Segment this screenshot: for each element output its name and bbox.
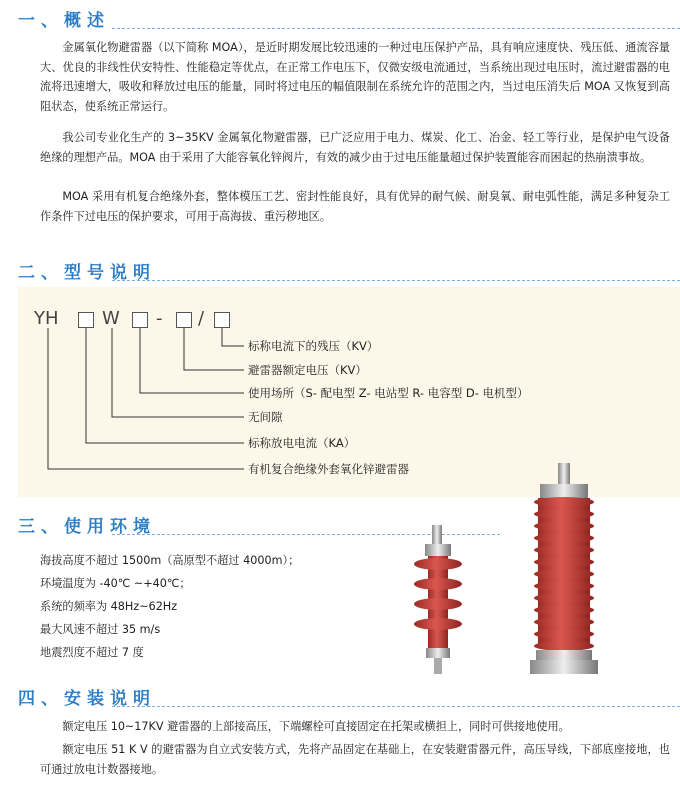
label-no-gap: 无间隙 [248, 410, 283, 424]
env-seismic: 地震烈度不超过 7 度 [40, 646, 144, 659]
model-code-dash: - [156, 308, 163, 329]
overview-paragraph-1: 金属氧化物避雷器（以下简称 MOA），是近时期发展比较迅速的一种过电压保护产品，具有响应速度快、残压低、通流容量大、优良的非线性伏安特性、性能稳定等优点，在正常工作电压下，仅微安级电流通过，当系统出现过电压时，流过避雷器的电流将迅速增大，吸收和释放过电压的能量，同时将过电压的幅值限制在系统允许的范围之内，当过电压消失后 MOA 又恢复到高阻状态，使系统正常运行。 [40, 41, 670, 113]
section-divider [112, 706, 680, 707]
overview-paragraph-2: 我公司专业化生产的 3~35KV 金属氧化物避雷器，已广泛应用于电力、煤炭、化工、冶金、轻工等行业，是保护电气设备绝缘的理想产品。MOA 由于采用了大能容氧化锌阀片，有效的减少由于过电压能量超过保护装置能容而困起的热崩溃事故。 [40, 131, 670, 164]
installation-paragraph-1: 额定电压 10~17KV 避雷器的上部接高压，下端螺栓可直接固定在托架或横担上，同时可供接地使用。 [62, 720, 570, 733]
env-altitude: 海拔高度不超过 1500m（高原型不超过 4000m）； [40, 554, 300, 567]
env-temperature: 环境温度为 -40℃ ~+40℃； [40, 577, 191, 590]
model-code-slash: / [198, 308, 205, 329]
section-title-environment: 三、使用环境 [18, 517, 156, 537]
model-code-w: W [102, 308, 120, 329]
label-rated-voltage: 避雷器额定电压（KV） [248, 363, 367, 377]
section-title-overview: 一、概述 [18, 11, 110, 31]
overview-paragraph-3: MOA 采用有机复合绝缘外套，整体模压工艺、密封性能良好，具有优异的耐气候、耐臭氧、耐电弧性能，满足多种复杂工作条件下过电压的保护要求，可用于高海拔、重污秽地区。 [40, 190, 670, 223]
label-residual-voltage: 标称电流下的残压（KV） [248, 339, 379, 353]
installation-paragraph-2: 额定电压 51 K V 的避雷器为自立式安装方式，先将产品固定在基础上，在安装避雷器元件，高压导线，下部底座接地，也可通过放电计数器接地。 [40, 743, 670, 776]
label-discharge-current: 标称放电电流（KA） [248, 436, 356, 450]
small-arrester-icon [414, 525, 462, 674]
env-wind-speed: 最大风速不超过 35 m/s [40, 623, 161, 636]
label-usage-site: 使用场所（S- 配电型 Z- 电站型 R- 电容型 D- 电机型） [248, 386, 529, 400]
model-code-prefix: YH [34, 308, 59, 329]
section-title-installation: 四、安装说明 [18, 689, 156, 709]
section-title-model: 二、型号说明 [18, 263, 156, 283]
env-frequency: 系统的频率为 48Hz~62Hz [40, 600, 178, 613]
large-arrester-icon [530, 463, 598, 674]
label-arrester-type: 有机复合绝缘外套氧化锌避雷器 [248, 462, 409, 476]
